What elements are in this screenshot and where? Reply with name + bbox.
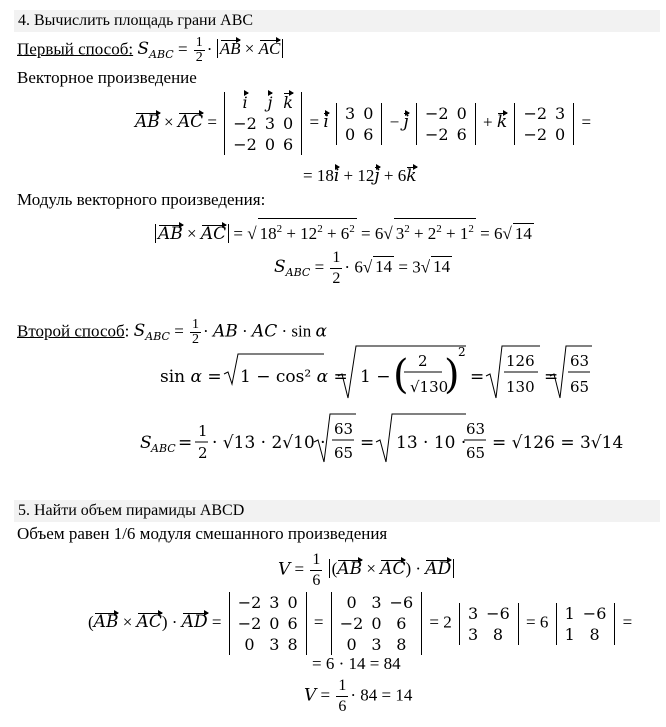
method-2-label: Второй способ — [17, 321, 125, 341]
svg-text:): ) — [444, 352, 460, 398]
area-method-2 — [140, 410, 624, 470]
vector-product-label: Векторное произведение — [17, 68, 197, 87]
svg-text:63: 63 — [570, 352, 590, 370]
volume-text: Объем равен 1/6 модуля смешанного произведения — [17, 524, 388, 543]
svg-text:1: 1 — [198, 422, 208, 440]
svg-text:65: 65 — [570, 378, 590, 396]
svg-text:2: 2 — [198, 444, 208, 462]
svg-text:65: 65 — [334, 444, 354, 462]
svg-text:· √13 · 2√10 ·: · √13 · 2√10 · — [212, 433, 326, 453]
svg-text:=: = — [360, 433, 375, 453]
modulus-equation: AB × AC = √ $18^2 + 12^2 + 6^2 = 6√$ $3^2 + 2^2 + 1^2 = 6√$ 14 — [155, 218, 534, 244]
svg-text:63: 63 — [334, 420, 354, 438]
svg-text:=: = — [178, 433, 193, 453]
svg-text:sin α =: sin α = — [160, 367, 222, 387]
sin-equation — [160, 342, 580, 406]
svg-text:1 − cos² α =: 1 − cos² α = — [240, 367, 348, 387]
svg-text:13 · 10 ·: 13 · 10 · — [396, 433, 467, 453]
mixed-determinant: −2 3 0 −2 0 6 0 3 8 — [229, 592, 307, 655]
method-1-label: Первый способ — [17, 39, 129, 59]
svg-text:130: 130 — [506, 378, 535, 396]
svg-text:(: ( — [393, 352, 409, 398]
method-1-line: Первый способ: $S_{ABC}$ = $\frac{1}{2}$ · AB × AC — [17, 36, 283, 65]
cross-result: = 18i + 12j + 6k — [303, 166, 417, 186]
area-method-1: $S_{ABC}$ = $\frac{1}{2}$ · 6√ 14 = 3√ 14 — [274, 249, 451, 287]
svg-text:63: 63 — [466, 420, 486, 438]
cross-determinant: i j k −2 3 0 −2 0 6 — [224, 92, 302, 155]
svg-text:1 −: 1 − — [360, 367, 391, 387]
volume-result: V = $\frac{1}{6}$ · 84 = 14 — [304, 677, 413, 715]
section-5-heading: 5. Найти объем пирамиды ABCD — [14, 500, 660, 522]
cross-product-equation: AB × AC = i j k −2 3 0 −2 0 6 = i 3 0 0 6 − j −2 0 −2 6 + k −2 3 −2 0 = — [135, 93, 592, 154]
svg-text:√130: √130 — [410, 378, 449, 396]
volume-formula: V = $\frac{1}{6}$ (AB × AC) · AD — [278, 550, 454, 591]
svg-text:=: = — [470, 367, 485, 387]
svg-text:2: 2 — [458, 345, 466, 359]
svg-text:=: = — [544, 367, 559, 387]
mixed-result: = 6 · 14 = 84 — [312, 654, 401, 673]
svg-text:65: 65 — [466, 444, 486, 462]
modulus-label: Модуль векторного произведения: — [17, 190, 266, 209]
svg-text:126: 126 — [506, 352, 535, 370]
method-2-line: Второй способ: $S_{ABC}$ = $\frac{1}{2}$ · AB · AC · sin α — [17, 317, 327, 347]
svg-text:S: S — [140, 433, 152, 453]
svg-text:2: 2 — [418, 352, 428, 370]
svg-text:ABC: ABC — [151, 442, 176, 455]
svg-text:= √126 = 3√14: = √126 = 3√14 — [492, 433, 624, 453]
mixed-product-equation: (AB × AC) · AD = −2 3 0 −2 0 6 0 3 8 = 0 3 −6 −2 0 6 0 3 8 = 2 3 −6 3 8 = 6 1 −6 1 8 = — [88, 593, 633, 654]
section-4-heading: 4. Вычислить площадь грани ABC — [14, 10, 660, 32]
sin-result — [550, 342, 610, 406]
